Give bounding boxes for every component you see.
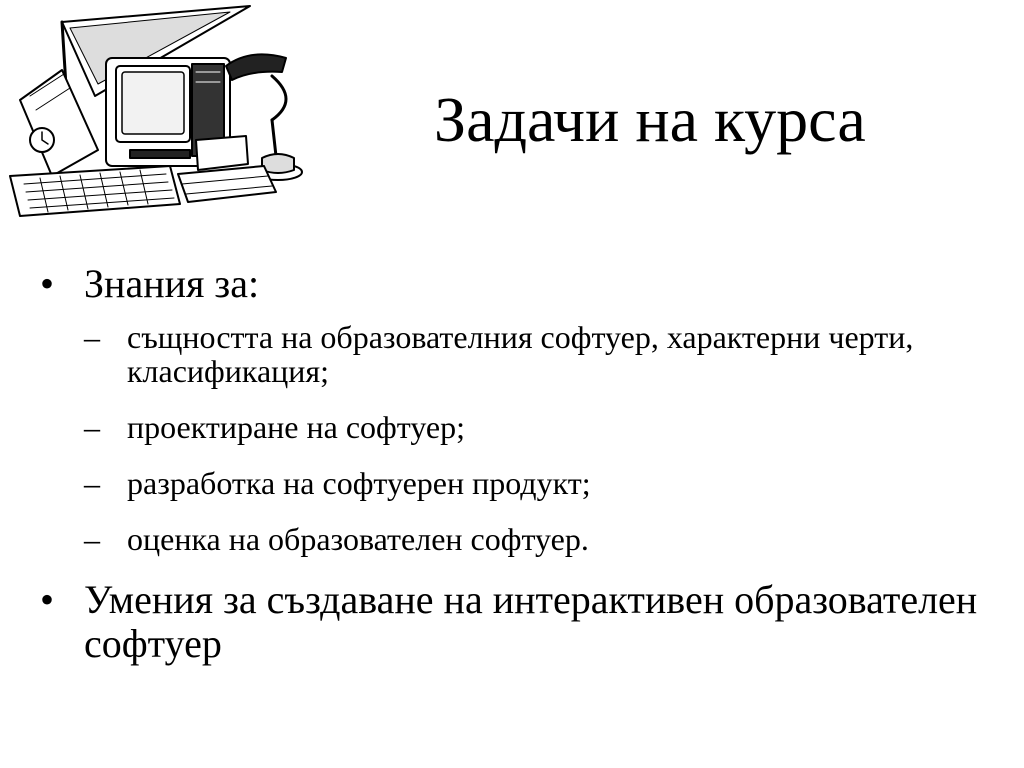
bullet-item-skills bbox=[40, 578, 1000, 666]
sub-bullet-item bbox=[84, 522, 1000, 556]
sub-bullet-text: разработка на софтуерен продукт; bbox=[127, 465, 591, 501]
vintage-computer-clipart bbox=[0, 0, 310, 232]
dash-glyph: – bbox=[84, 319, 100, 355]
bullet-glyph: • bbox=[40, 577, 55, 622]
sub-bullet-item bbox=[84, 466, 1000, 500]
bullet-glyph: • bbox=[40, 261, 55, 306]
sub-bullet-item bbox=[84, 320, 1000, 388]
bullet-text: Умения за създаване на интерактивен образователен софтуер bbox=[84, 577, 978, 666]
bullet-item-knowledge bbox=[40, 262, 1000, 556]
bullet-text: Знания за: bbox=[84, 261, 260, 306]
sub-bullet-list bbox=[84, 320, 1000, 556]
sub-bullet-text: същността на образователния софтуер, характерни черти, класификация; bbox=[127, 319, 914, 389]
bullet-list bbox=[40, 262, 1000, 666]
sub-bullet-text: проектиране на софтуер; bbox=[127, 409, 465, 445]
sub-bullet-text: оценка на образователен софтуер. bbox=[127, 521, 589, 557]
dash-glyph: – bbox=[84, 521, 100, 557]
slide-title: Задачи на курса bbox=[434, 84, 866, 155]
sub-bullet-item bbox=[84, 410, 1000, 444]
dash-glyph: – bbox=[84, 409, 100, 445]
dash-glyph: – bbox=[84, 465, 100, 501]
